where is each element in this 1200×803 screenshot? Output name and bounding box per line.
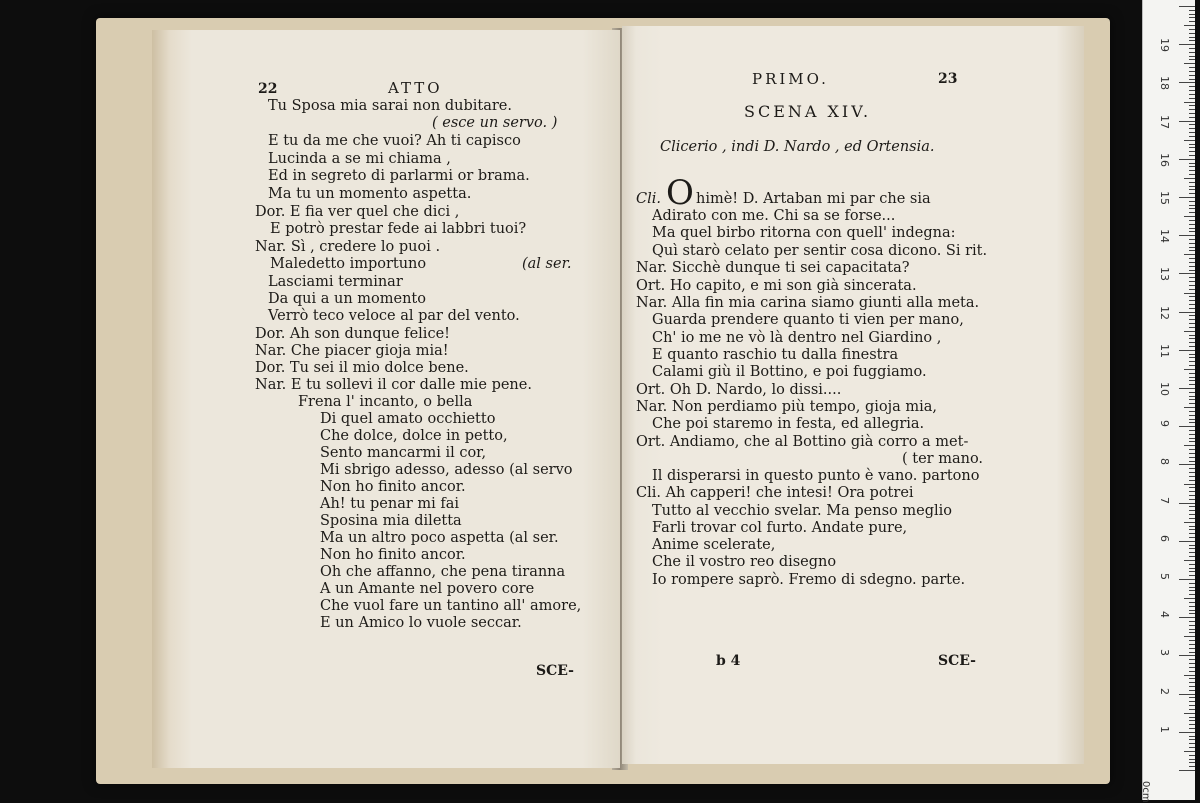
ruler-tick (1189, 552, 1195, 553)
ruler-tick (1189, 21, 1195, 22)
ruler-tick (1189, 529, 1195, 530)
ruler-tick (1189, 441, 1195, 442)
ruler-tick (1189, 365, 1195, 366)
ruler-tick (1189, 189, 1195, 190)
ruler-tick (1189, 338, 1195, 339)
ruler-tick (1189, 480, 1195, 481)
ruler-label: 19 (1158, 38, 1171, 53)
ruler-tick (1189, 79, 1195, 80)
text-line: Ah! tu penar mi fai (320, 496, 460, 512)
ruler-tick (1184, 178, 1195, 179)
ruler-tick (1189, 29, 1195, 30)
ruler-tick (1184, 636, 1195, 637)
ruler-tick (1189, 33, 1195, 34)
right-running-header: PRIMO. (752, 70, 829, 88)
ruler-tick (1189, 258, 1195, 259)
ruler-tick (1189, 357, 1195, 358)
ruler-tick (1189, 250, 1195, 251)
ruler-tick (1189, 71, 1195, 72)
ruler-tick (1189, 174, 1195, 175)
text-line: Da qui a un momento (268, 291, 426, 307)
ruler-tick (1189, 728, 1195, 729)
ruler-tick (1184, 522, 1195, 523)
ruler-tick (1189, 17, 1195, 18)
ruler-tick (1189, 434, 1195, 435)
text-line: E potrò prestar fede ai labbri tuoi? (270, 221, 527, 237)
ruler-tick (1189, 667, 1195, 668)
text-line: Ort. Oh D. Nardo, lo dissi.... (636, 382, 842, 398)
ruler-label: 9 (1158, 420, 1171, 428)
ruler-tick (1189, 652, 1195, 653)
ruler-tick (1179, 655, 1195, 656)
text-line: himè! D. Artaban mi par che sia (696, 191, 931, 207)
text-line: Ma tu un momento aspetta. (268, 186, 472, 202)
ruler-label: 12 (1158, 305, 1171, 320)
ruler-tick (1189, 399, 1195, 400)
ruler-tick (1184, 331, 1195, 332)
ruler-tick (1189, 419, 1195, 420)
text-line: Ma un altro poco aspetta (al ser. (320, 530, 559, 546)
ruler-label: 11 (1158, 343, 1171, 358)
ruler-tick (1189, 113, 1195, 114)
ruler-label: 13 (1158, 267, 1171, 282)
ruler-tick (1189, 247, 1195, 248)
ruler-tick (1189, 94, 1195, 95)
ruler-tick (1189, 396, 1195, 397)
text-line: Ma quel birbo ritorna con quell' indegna: (652, 225, 956, 241)
right-catchword: SCE- (938, 653, 976, 669)
ruler-tick (1189, 415, 1195, 416)
ruler-tick (1189, 686, 1195, 687)
text-line: Nar. Sicchè dunque ti sei capacitata? (636, 260, 910, 276)
ruler-tick (1189, 166, 1195, 167)
ruler-tick (1189, 564, 1195, 565)
ruler-tick (1189, 212, 1195, 213)
ruler-tick (1179, 159, 1195, 160)
ruler-tick (1189, 506, 1195, 507)
ruler-tick (1179, 312, 1195, 313)
text-line: Farli trovar col furto. Andate pure, (652, 520, 908, 536)
ruler-tick (1189, 182, 1195, 183)
text-line: Nar. E tu sollevi il cor dalle mie pene. (255, 377, 532, 393)
ruler-tick (1179, 82, 1195, 83)
ruler-tick (1189, 308, 1195, 309)
ruler-tick (1189, 678, 1195, 679)
text-line: Dor. Ah son dunque felice! (255, 326, 450, 342)
ruler-tick (1189, 270, 1195, 271)
ruler-tick (1189, 632, 1195, 633)
ruler-label: 10 (1158, 382, 1171, 396)
ruler-tick (1189, 625, 1195, 626)
ruler-tick (1189, 629, 1195, 630)
ruler-tick (1189, 163, 1195, 164)
ruler-tick (1189, 124, 1195, 125)
text-line: E un Amico lo vuole seccar. (320, 615, 522, 631)
ruler-tick (1189, 755, 1195, 756)
ruler-tick (1189, 304, 1195, 305)
ruler-tick (1179, 503, 1195, 504)
ruler-tick (1189, 724, 1195, 725)
ruler-tick (1184, 407, 1195, 408)
ruler-tick (1189, 59, 1195, 60)
text-line: Di quel amato occhietto (320, 411, 496, 427)
speaker-label: Cli. (636, 191, 661, 207)
ruler-tick (1179, 44, 1195, 45)
ruler-label: 17 (1158, 114, 1171, 129)
ruler-tick (1189, 663, 1195, 664)
ruler-tick (1184, 598, 1195, 599)
ruler-label: 8 (1158, 458, 1171, 466)
ruler-tick (1189, 438, 1195, 439)
text-line: Nar. Alla fin mia carina siamo giunti alla meta. (636, 295, 980, 311)
ruler-tick (1189, 472, 1195, 473)
ruler-tick (1189, 717, 1195, 718)
ruler-tick (1179, 6, 1195, 7)
text-line: Che vuol fare un tantino all' amore, (320, 598, 582, 614)
ruler-tick (1179, 617, 1195, 618)
ruler-tick (1189, 193, 1195, 194)
ruler-tick (1189, 90, 1195, 91)
ruler-tick (1189, 476, 1195, 477)
ruler-tick (1189, 457, 1195, 458)
ruler-tick (1189, 709, 1195, 710)
ruler-tick (1179, 770, 1195, 771)
ruler-tick (1189, 52, 1195, 53)
ruler-tick (1189, 335, 1195, 336)
ruler-tick (1184, 254, 1195, 255)
ruler-tick (1189, 155, 1195, 156)
text-line: A un Amante nel povero core (320, 581, 535, 597)
ruler-tick (1189, 48, 1195, 49)
text-line: Ch' io me ne vò là dentro nel Giardino , (652, 330, 942, 346)
right-page-number: 23 (938, 71, 958, 87)
ruler-tick (1189, 533, 1195, 534)
ruler-tick (1189, 602, 1195, 603)
ruler-tick (1189, 736, 1195, 737)
ruler-tick (1189, 327, 1195, 328)
drop-cap: O (666, 173, 694, 213)
ruler-tick (1179, 694, 1195, 695)
text-line: E quanto raschio tu dalla finestra (652, 347, 899, 363)
ruler-tick (1179, 388, 1195, 389)
ruler-tick (1189, 105, 1195, 106)
character-list: Clicerio , indi D. Nardo , ed Ortensia. (660, 139, 935, 155)
ruler-tick (1189, 231, 1195, 232)
ruler-tick (1189, 548, 1195, 549)
ruler-tick (1189, 147, 1195, 148)
ruler-tick (1184, 63, 1195, 64)
ruler-tick (1189, 98, 1195, 99)
ruler-tick (1189, 243, 1195, 244)
ruler-tick (1189, 537, 1195, 538)
ruler-tick (1189, 239, 1195, 240)
ruler-tick (1184, 713, 1195, 714)
ruler-tick (1189, 289, 1195, 290)
signature-mark: b 4 (716, 653, 741, 669)
ruler-tick (1189, 128, 1195, 129)
ruler-tick (1189, 514, 1195, 515)
ruler-tick (1179, 197, 1195, 198)
ruler-tick (1189, 315, 1195, 316)
ruler-tick (1189, 14, 1195, 15)
ruler-tick (1189, 594, 1195, 595)
ruler-tick (1189, 117, 1195, 118)
ruler-tick (1189, 545, 1195, 546)
ruler-tick (1189, 422, 1195, 423)
text-line: Sento mancarmi il cor, (320, 445, 487, 461)
text-line: Il disperarsi in questo punto è vano. partono (652, 468, 980, 484)
ruler-tick (1189, 56, 1195, 57)
ruler-tick (1189, 739, 1195, 740)
ruler-label: 3 (1158, 649, 1171, 657)
ruler-tick (1189, 648, 1195, 649)
ruler-tick (1189, 682, 1195, 683)
text-line: Dor. E fia ver quel che dici , (255, 204, 460, 220)
text-line: Non ho finito ancor. (320, 547, 466, 563)
ruler-label: 14 (1158, 229, 1171, 244)
ruler-tick (1179, 350, 1195, 351)
ruler-tick (1184, 445, 1195, 446)
ruler-tick (1184, 751, 1195, 752)
ruler-tick (1184, 140, 1195, 141)
ruler-tick (1189, 262, 1195, 263)
ruler-tick (1189, 575, 1195, 576)
text-line: Adirato con me. Chi sa se forse... (652, 208, 896, 224)
text-line: Quì starò celato per sentir cosa dicono. Si rit. (652, 243, 988, 259)
text-line: Sposina mia diletta (320, 513, 462, 529)
ruler-tick (1179, 273, 1195, 274)
ruler-tick (1189, 487, 1195, 488)
ruler-tick (1189, 373, 1195, 374)
text-line: Ed in segreto di parlarmi or brama. (268, 168, 530, 184)
text-line: Che dolce, dolce in petto, (320, 428, 508, 444)
ruler-tick (1189, 606, 1195, 607)
ruler-tick (1189, 170, 1195, 171)
text-line: Anime scelerate, (652, 537, 776, 553)
ruler-tick (1184, 216, 1195, 217)
ruler-tick (1184, 675, 1195, 676)
ruler-tick (1189, 587, 1195, 588)
ruler-tick (1189, 220, 1195, 221)
ruler-tick (1189, 285, 1195, 286)
ruler-tick (1189, 109, 1195, 110)
ruler-tick (1179, 426, 1195, 427)
text-line: Verrò teco veloce al par del vento. (268, 308, 520, 324)
ruler-tick (1179, 541, 1195, 542)
ruler-tick (1189, 411, 1195, 412)
ruler-tick (1184, 484, 1195, 485)
ruler-tick (1189, 205, 1195, 206)
ruler-tick (1189, 613, 1195, 614)
ruler-tick (1189, 690, 1195, 691)
ruler-tick (1189, 610, 1195, 611)
ruler-tick (1189, 510, 1195, 511)
ruler-tick (1189, 380, 1195, 381)
ruler-tick (1189, 526, 1195, 527)
ruler-tick (1189, 266, 1195, 267)
text-line: E tu da me che vuoi? Ah ti capisco (268, 133, 521, 149)
ruler-tick (1179, 121, 1195, 122)
ruler-tick (1189, 720, 1195, 721)
text-line: Tutto al vecchio svelar. Ma penso meglio (652, 503, 952, 519)
text-line: Mi sbrigo adesso, adesso (al servo (320, 462, 573, 478)
ruler-tick (1189, 151, 1195, 152)
ruler-tick (1189, 571, 1195, 572)
ruler-label: 2 (1158, 687, 1171, 695)
ruler-tick (1189, 277, 1195, 278)
text-line: Lasciami terminar (268, 274, 403, 290)
left-running-header: ATTO (388, 79, 443, 97)
ruler-tick (1189, 590, 1195, 591)
left-page-number: 22 (258, 81, 278, 97)
ruler-tick (1184, 369, 1195, 370)
ruler-tick (1189, 342, 1195, 343)
text-line: Nar. Che piacer gioja mia! (255, 343, 449, 359)
stage-direction: (al ser. (522, 256, 572, 272)
ruler-label: 1 (1158, 725, 1171, 733)
text-line: Tu Sposa mia sarai non dubitare. (268, 98, 512, 114)
measuring-ruler (1140, 0, 1195, 803)
text-line: Che poi staremo in festa, ed allegria. (652, 416, 925, 432)
text-line: Dor. Tu sei il mio dolce bene. (255, 360, 469, 376)
ruler-tick (1189, 10, 1195, 11)
ruler-tick (1189, 583, 1195, 584)
ruler-tick (1189, 705, 1195, 706)
ruler-tick (1189, 346, 1195, 347)
text-line: Calami giù il Bottino, e poi fuggiamo. (652, 364, 927, 380)
ruler-tick (1189, 659, 1195, 660)
ruler-label: 15 (1158, 191, 1171, 205)
ruler-tick (1179, 464, 1195, 465)
ruler-tick (1189, 144, 1195, 145)
ruler-tick (1189, 701, 1195, 702)
ruler-tick (1189, 323, 1195, 324)
ruler-tick (1184, 560, 1195, 561)
ruler-tick (1189, 568, 1195, 569)
ruler-tick (1189, 747, 1195, 748)
text-line: Non ho finito ancor. (320, 479, 466, 495)
ruler-tick (1189, 37, 1195, 38)
ruler-tick (1189, 228, 1195, 229)
ruler-tick (1189, 449, 1195, 450)
ruler-tick (1189, 499, 1195, 500)
ruler-tick (1189, 453, 1195, 454)
ruler-tick (1189, 86, 1195, 87)
ruler-tick (1189, 354, 1195, 355)
text-line: Nar. Non perdiamo più tempo, gioja mia, (636, 399, 937, 415)
ruler-label: 7 (1158, 496, 1171, 504)
ruler-tick (1189, 743, 1195, 744)
text-line: Ort. Andiamo, che al Bottino già corro a met- (636, 434, 969, 450)
ruler-tick (1189, 495, 1195, 496)
ruler-label: 16 (1158, 152, 1171, 167)
ruler-tick (1189, 556, 1195, 557)
ruler-label: 5 (1158, 573, 1171, 580)
ruler-label: 18 (1158, 76, 1171, 91)
ruler-tick (1184, 293, 1195, 294)
ruler-tick (1189, 201, 1195, 202)
ruler-tick (1179, 732, 1195, 733)
ruler-tick (1189, 403, 1195, 404)
ruler-tick (1189, 377, 1195, 378)
ruler-tick (1189, 697, 1195, 698)
ruler-tick (1189, 186, 1195, 187)
ruler-tick (1189, 281, 1195, 282)
ruler-tick (1189, 384, 1195, 385)
ruler-tick (1189, 40, 1195, 41)
ruler-label: 4 (1158, 611, 1171, 619)
ruler-tick (1189, 296, 1195, 297)
text-line: Che il vostro reo disegno (652, 554, 837, 570)
scene-title: SCENA XIV. (744, 102, 872, 121)
ruler-tick (1189, 518, 1195, 519)
ruler-tick (1189, 208, 1195, 209)
ruler-tick (1189, 621, 1195, 622)
stage-direction: ( esce un servo. ) (432, 115, 558, 131)
ruler-tick (1189, 132, 1195, 133)
text-line: Oh che affanno, che pena tiranna (320, 564, 566, 580)
ruler-tick (1189, 644, 1195, 645)
ruler-unit-label: 0cm (1140, 781, 1151, 803)
ruler-tick (1189, 67, 1195, 68)
text-line: Io rompere saprò. Fremo di sdegno. parte. (652, 572, 966, 588)
ruler-tick (1189, 361, 1195, 362)
text-line: Ort. Ho capito, e mi son già sincerata. (636, 278, 917, 294)
ruler-tick (1189, 759, 1195, 760)
ruler-tick (1189, 300, 1195, 301)
ruler-tick (1184, 25, 1195, 26)
ruler-tick (1189, 136, 1195, 137)
ruler-tick (1189, 762, 1195, 763)
text-line: Nar. Sì , credere lo puoi . (255, 239, 441, 255)
ruler-tick (1189, 491, 1195, 492)
ruler-tick (1189, 671, 1195, 672)
ruler-tick (1189, 224, 1195, 225)
text-line: Lucinda a se mi chiama , (268, 151, 451, 167)
ruler-tick (1189, 468, 1195, 469)
text-line: Cli. Ah capperi! che intesi! Ora potrei (636, 485, 914, 501)
ruler-tick (1189, 430, 1195, 431)
text-line: Guarda prendere quanto ti vien per mano, (652, 312, 964, 328)
ruler-tick (1179, 579, 1195, 580)
ruler-tick (1189, 392, 1195, 393)
ruler-tick (1189, 640, 1195, 641)
ruler-tick (1189, 461, 1195, 462)
left-catchword: SCE- (536, 663, 574, 679)
ruler-tick (1189, 75, 1195, 76)
text-line: Maledetto importuno (270, 256, 427, 272)
ruler-tick (1184, 102, 1195, 103)
text-line: Frena l' incanto, o bella (298, 394, 473, 410)
ruler-tick (1189, 319, 1195, 320)
ruler-label: 6 (1158, 534, 1171, 542)
ruler-tick (1189, 766, 1195, 767)
text-line: ( ter mano. (902, 451, 984, 467)
ruler-tick (1179, 235, 1195, 236)
